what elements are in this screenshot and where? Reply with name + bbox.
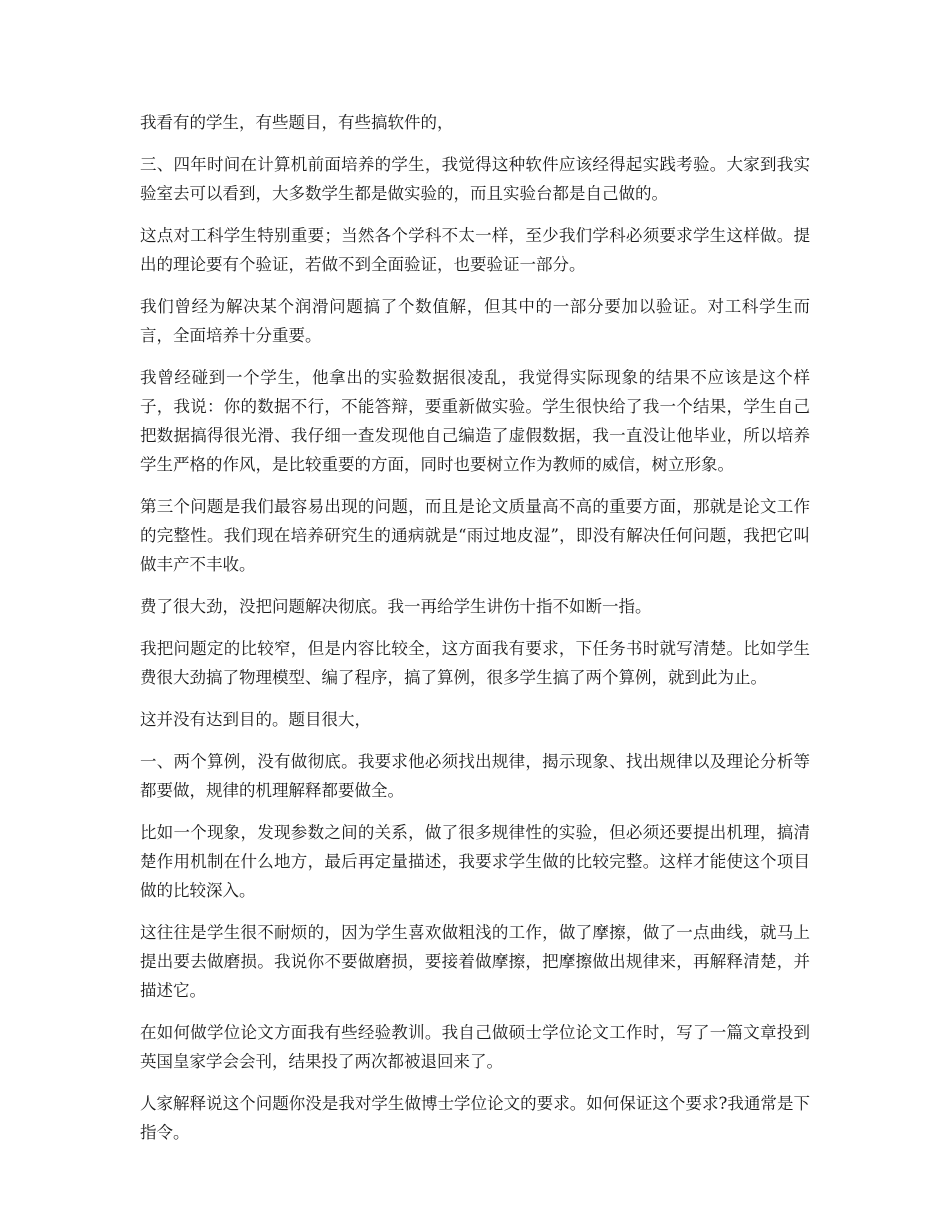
paragraph-5: 我曾经碰到一个学生，他拿出的实验数据很凌乱，我觉得实际现象的结果不应该是这个样子，我说：你的数据不行，不能答辩，要重新做实验。学生很快给了我一个结果，学生自己把数据搞得很光滑、我仔细一查发现他自己编造了虚假数据，我一直没让他毕业，所以培养学生严格的作风，是比较重要的方面，同时也要树立作为教师的威信，树立形象。 bbox=[140, 368, 810, 474]
paragraph-10: 一、两个算例，没有做彻底。我要求他必须找出规律，揭示现象、找出规律以及理论分析等都要做，规律的机理解释都要做全。 bbox=[140, 752, 810, 800]
paragraph-4: 我们曾经为解决某个润滑问题搞了个数值解，但其中的一部分要加以验证。对工科学生而言，全面培养十分重要。 bbox=[140, 297, 810, 345]
paragraph-13: 在如何做学位论文方面我有些经验教训。我自己做硕士学位论文工作时，写了一篇文章投到英国皇家学会会刊，结果投了两次都被退回来了。 bbox=[140, 1023, 810, 1071]
paragraph-7: 费了很大劲，没把问题解决彻底。我一再给学生讲伤十指不如断一指。 bbox=[140, 597, 652, 616]
paragraph-2: 三、四年时间在计算机前面培养的学生，我觉得这种软件应该经得起实践考验。大家到我实验室去可以看到，大多数学生都是做实验的，而且实验台都是自己做的。 bbox=[140, 155, 810, 203]
document-page bbox=[140, 108, 810, 1160]
paragraph-14: 人家解释说这个问题你没是我对学生做博士学位论文的要求。如何保证这个要求?我通常是下指令。 bbox=[140, 1094, 810, 1142]
paragraph-9: 这并没有达到目的。题目很大， bbox=[140, 710, 371, 729]
paragraph-1: 我看有的学生，有些题目，有些搞软件的， bbox=[140, 113, 454, 132]
paragraph-11: 比如一个现象，发现参数之间的关系，做了很多规律性的实验，但必须还要提出机理，搞清楚作用机制在什么地方，最后再定量描述，我要求学生做的比较完整。这样才能使这个项目做的比较深入。 bbox=[140, 823, 810, 900]
paragraph-3: 这点对工科学生特别重要；当然各个学科不太一样，至少我们学科必须要求学生这样做。提出的理论要有个验证，若做不到全面验证，也要验证一部分。 bbox=[140, 226, 810, 274]
paragraph-12: 这往往是学生很不耐烦的，因为学生喜欢做粗浅的工作，做了摩擦，做了一点曲线，就马上提出要去做磨损。我说你不要做磨损，要接着做摩擦，把摩擦做出规律来，再解释清楚，并描述它。 bbox=[140, 923, 810, 1000]
paragraph-6: 第三个问题是我们最容易出现的问题，而且是论文质量高不高的重要方面，那就是论文工作的完整性。我们现在培养研究生的通病就是“雨过地皮湿”，即没有解决任何问题，我把它叫做丰产不丰收。 bbox=[140, 497, 810, 574]
paragraph-8: 我把问题定的比较窄，但是内容比较全，这方面我有要求，下任务书时就写清楚。比如学生费很大劲搞了物理模型、编了程序，搞了算例，很多学生搞了两个算例，就到此为止。 bbox=[140, 639, 810, 687]
